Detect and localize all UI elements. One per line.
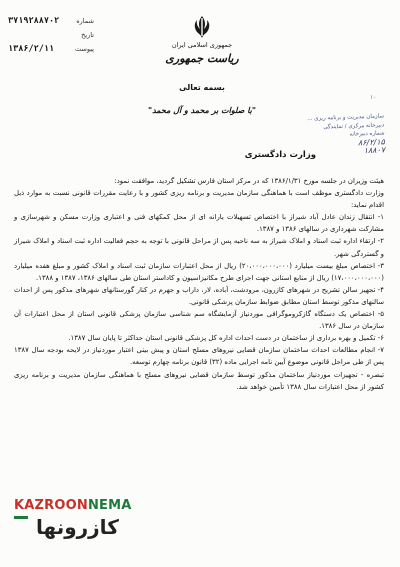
paragraph-intro: هیئت وزیران در جلسه مورخ ۱۳۸۶/۱/۳۱ که در مرکز استان فارس تشکیل گردید، موافقت نمود:: [114, 177, 384, 185]
paragraph-item-7: ۷- انجام مطالعات احداث ساختمان سازمان قضایی نیروهای مسلح استان و پیش بینی اعتبار موردنیاز در لایحه بودجه سال ۱۳۸۷ پس از طی مراحل قانونی موضوع آیین نامه اجرایی ماده (۳۲) قانون برنامه چهارم توسعه.: [14, 346, 384, 367]
document-body: [14, 175, 384, 393]
paragraph-item-5: ۵- اختصاص یک دستگاه گازکروموگرافی موردنیاز آزمایشگاه سم شناسی سازمان پزشکی قانونی استان از محل اعتبارات آن سازمان در سال ۱۳۸۶.: [14, 310, 384, 331]
paragraph-item-6: ۶- تکمیل و بهره برداری از ساختمان در دست احداث اداره کل پزشکی قانونی استان حداکثر تا پایان سال ۱۳۸۷.: [68, 334, 384, 343]
corner-mark: ۱۰: [370, 94, 377, 101]
attachment-label: پیوست: [75, 45, 94, 53]
stamp-line1: سازمان مدیریت و برنامه ریزی ...: [307, 113, 385, 123]
bismillah-heading: بسمه تعالی: [179, 83, 225, 92]
logo-accent-bar: [14, 516, 28, 519]
stamp-line3: شماره دبیرخانه: [349, 130, 385, 138]
paragraph-mandate: وزارت دادگستری موظف است با هماهنگی سازمان مدیریت و برنامه ریزی کشور و با رعایت مقررات قانونی نسبت به موارد ذیل اقدام نماید:: [14, 189, 384, 210]
logo-latin-part2: NEMA: [87, 498, 132, 513]
org-name-line1: جمهوری اسلامی ایران: [171, 41, 233, 49]
ref-number: ۳۷۱۹۲۸۸۷۰۲: [8, 16, 60, 26]
paragraph-note: تبصره - تجهیزات موردنیاز ساختمان مذکور توسط سازمان قضایی نیروهای مسلح با هماهنگی سازمان مدیریت و برنامه ریزی کشور از محل اعتبارات سال ۱۳۸۸ تأمین خواهد شد.: [14, 370, 384, 391]
paragraph-item-1: ۱- انتقال زندان عادل آباد شیراز با اختصاص تسهیلات یارانه ای از محل کمکهای فنی و اعتباری وزارت مسکن و شهرسازی و مشارکت شهرداری در سالهای ۱۳۸۶ و ۱۳۸۷.: [14, 213, 384, 234]
ref-date-label: تاریخ: [81, 31, 94, 39]
ref-number-row: [8, 14, 94, 28]
attachment-row: [8, 42, 94, 56]
ref-number-label: شماره: [76, 17, 94, 25]
logo-persian-text: کازرونها: [36, 515, 119, 539]
paragraph-item-2: ۲- ارتقاء اداره ثبت اسناد و املاک شیراز به سه ناحیه پس از مراحل قانونی با توجه به حجم فعالیت اداره ثبت اسناد و املاک شیراز و گستردگی شهر.: [14, 237, 384, 258]
salavat-line: "با صلوات بر محمد و آل محمد": [147, 106, 257, 115]
stamp-handwritten-number: ۱۸۸۰۷: [363, 145, 386, 156]
kazroonnema-logo: [14, 498, 132, 550]
paragraph-item-4: ۴- تجهیز سالن تشریح در شهرهای کازرون، مرودشت، آباده، لار، داراب و جهرم در کنار گورستانهای شهرهای مذکور پس از احداث سالنهای مذکور توسط استان مطابق ضوابط سازمان پزشکی قانونی.: [14, 285, 384, 306]
reference-block: [8, 14, 94, 56]
iran-emblem-icon: [190, 14, 214, 40]
paragraph-item-3: ۳- اختصاص مبلغ بیست میلیارد (۲۰،۰۰۰،۰۰۰،۰۰۰) ریال از محل اعتبارات سازمان ثبت اسناد و املاک کشور و مبلغ هفده میلیارد (۱۷،۰۰۰،۰۰۰،۰۰۰) ریال از منابع استانی جهت اجرای طرح مکانیزاسیون و کاداستر استان طی سالهای ۱۳۸۶، ۱۳۸۷ و ۱۳۸۸.: [14, 261, 384, 282]
ref-date-value: ۱۳۸۶/۲/۱۱: [8, 44, 55, 54]
stamp-handwritten-date: ۸۶/۲/۱۵: [357, 136, 385, 147]
logo-latin-part1: KAZROON: [14, 498, 88, 513]
logo-latin-text: [14, 498, 132, 513]
addressee-ministry: وزارت دادگستری: [244, 150, 316, 160]
ref-date-row: [8, 28, 94, 42]
stamp-line2: دبیرخانه مرکزی / نمایندگی: [323, 121, 385, 131]
org-name-line2: ریاست جمهوری: [165, 52, 239, 65]
received-stamp: [292, 112, 386, 183]
